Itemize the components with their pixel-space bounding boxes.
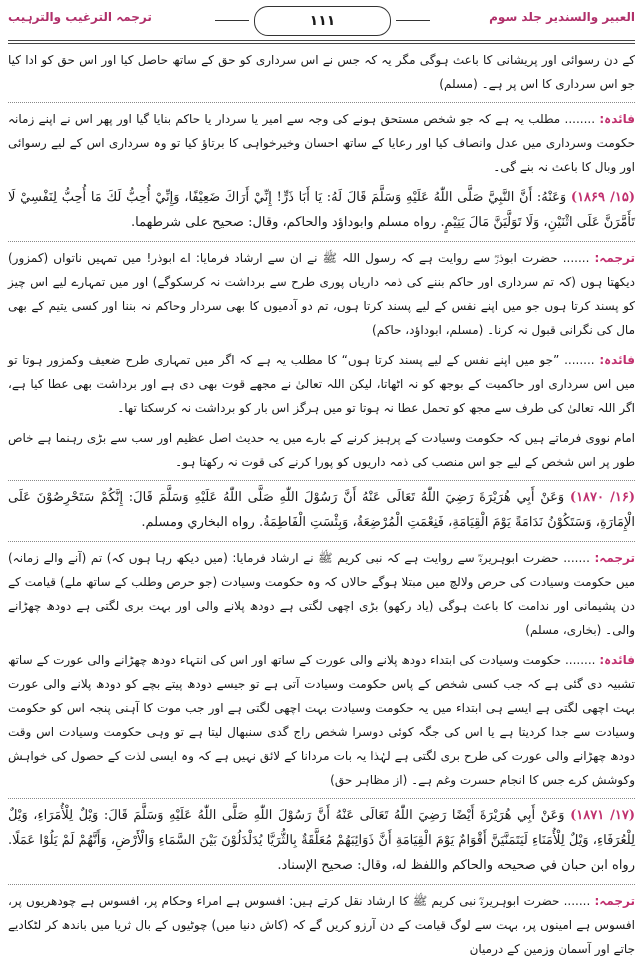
header-rule-double [8, 43, 635, 44]
paragraph-text: ........ ”جو میں اپنے نفس کے لیے پسند کرتا ہوں“ کا مطلب یہ ہے کہ اگر میں تمہاری طرح ضعیف وکمزور ہوتا تو میں اس سرداری اور حاکمیت کے بوجھ کو نہ اٹھاتا، لیکن اللہ تعالیٰ نے مجھے قوت بھی دی ہے اور برداشت بھی عطا کیا ہے، اگر اللہ تعالیٰ کی طرف سے مجھ کو تحمل عطا نہ ہوتا تو میں ہرگز اس بار کو برداشت نہ کرسکتا تھا۔ [8, 353, 635, 415]
commentary-paragraph [8, 648, 635, 792]
paragraph-text: کے دن رسوائی اور پریشانی کا باعث ہوگی مگر یہ کہ جس نے اس سرداری کو حق کے ساتھ حاصل کیا اور اس حق کو ادا کیا جو اس سرداری کا اس پر ہے۔ (مسلم) [8, 53, 635, 91]
paragraph-text: وَعَنْهُ: أَنَّ النَّبِيَّ صَلَّى اللّٰهُ عَلَيْهِ وَسَلَّمَ قَالَ لَهُ: يَا أَبَا ذَرٍّ! إِنِّيْ أَرَاكَ ضَعِيْفًا، وَإِنِّيْ أُحِبُّ لَكَ مَا أُحِبُّ لِنَفْسِيْ لَا تَأَمَّرَنَّ عَلَى اثْنَيْنِ، وَلَا تَوَلَّيَنَّ مَالَ يَتِيْمٍ. رواه مسلم وابوداؤد والحاكم، وقال: صحيح على شرطهما. [8, 190, 635, 230]
paragraph-text: ....... حضرت ابوذرؓ سے روایت ہے کہ رسول اللہ ﷺ نے ان سے ارشاد فرمایا: اے ابوذر! میں تمہیں ناتواں (کمزور) دیکھتا ہوں (کہ تم سرداری اور حاکم بننے کی ذمہ داریاں پوری طرح سے برداشت نہ کرسکوگے) اور میں تمہارے لیے اس چیز کو پسند کرتا ہوں جو میں اپنے نفس کے لیے پسند کرتا ہوں، تم دو آدمیوں کا بھی سردار وحاکم نہ بننا اور کسی یتیم کے بھی مال کی نگرانی قبول نہ کرنا۔ (مسلم، ابوداؤد، حاکم) [8, 251, 635, 337]
book-title-left: ترجمہ الترغیب والترہیب [8, 10, 152, 24]
paragraph-text: وَعَنْ أَبِي هُرَيْرَةَ أَيْضًا رَضِيَ اللّٰهُ تَعَالَى عَنْهُ أَنَّ رَسُوْلَ اللّٰهِ صَلَّى اللّٰهُ عَلَيْهِ وَسَلَّمَ قَالَ: وَيْلٌ لِلْأُمَرَاءِ، وَيْلٌ لِلْعُرَفَاءِ، وَيْلٌ لِلْأُمَنَاءِ لَيَتَمَنَّيَنَّ أَقْوَامٌ يَوْمَ الْقِيَامَةِ أَنَّ ذَوَائِبَهُمْ مُعَلَّقَةٌ بِالثُّرَيَّا يُدَلْدَلُوْنَ بَيْنَ السَّمَاءِ وَالْأَرْضِ، وَأَنَّهُمْ لَمْ يَلُوْا عَمَلًا. رواه ابن حبان في صحيحه والحاكم واللفظ له، وقال: صحيح الإسناد. [8, 808, 635, 873]
commentary-paragraph [8, 889, 635, 961]
book-title-right: العبیر والسندیر جلد سوم [489, 10, 635, 24]
paragraph-text: ........ مطلب یہ ہے کہ جو شخص مستحق ہونے کی وجہ سے امیر یا سردار یا حاکم بنایا گیا اور پھر اس نے اپنے زمانہ حکومت وسرداری میں عدل وانصاف کیا اور رعایا کے ساتھ احسان وخیرخواہی کا برتاؤ کیا تو وہ سرداری اس کے لیے رسوائی اور وبال کا باعث نہ بنے گی۔ [8, 112, 635, 174]
section-divider [8, 541, 635, 542]
hadith-arabic [8, 803, 635, 878]
section-divider [8, 102, 635, 103]
commentary-paragraph [8, 246, 635, 342]
hadith-arabic [8, 185, 635, 235]
paragraph-text: ....... حضرت ابوہریرہؓ سے روایت ہے کہ نبی کریم ﷺ نے ارشاد فرمایا: (میں دیکھ رہا ہوں کہ) تم (آنے والے زمانہ) میں حکومت وسیادت کی حرص ولالچ میں مبتلا ہوگے حالاں کہ وہ حکومت وسیادت (جو حرص وطلب کے ساتھ ملے) قیامت کے دن پشیمانی اور ندامت کا باعث ہوگی (یاد رکھو) بڑی اچھی لگتی ہے دودھ پلانے والی اور بہت بری لگتی ہے دودھ چھڑانے والی۔ (بخاری، مسلم) [8, 551, 635, 637]
section-divider [8, 241, 635, 242]
section-divider [8, 480, 635, 481]
commentary-paragraph [8, 348, 635, 420]
section-label: فائدہ: [599, 653, 635, 667]
commentary-paragraph [8, 107, 635, 179]
section-label: فائدہ: [599, 353, 635, 367]
hadith-arabic [8, 485, 635, 535]
paragraph-text: ........ حکومت وسیادت کی ابتداء دودھ پلانے والی عورت کے ساتھ اور اس کی انتہاء دودھ چھڑانے والی عورت کے ساتھ تشبیہ دی گئی ہے کہ جب کسی شخص کے پاس حکومت وسیادت آتی ہے تو جیسے دودھ پیتے بچے کو دودھ پلانے والی عورت بہت اچھی لگتی ہے ایسے ہی ابتداء میں یہ حکومت وسیادت بہت اچھی لگتی ہے اور جب موت کا آہنی پنجہ اس کو حکومت وسیادت سے جدا کردیتا ہے یا اس کی جگہ کوئی دوسرا شخص راج گدی سنبھال لیتا ہے تو وہی حکومت وسیادت اس وقت دودھ چھڑانے والی عورت کی طرح بری لگتی ہے لہٰذا یہ بات مردانا کے لائق نہیں ہے کہ وہ ایسی لذت کے حصول کی خواہش وکوشش کرے جس کا انجام حسرت وغم ہے۔ (از مظاہر حق) [8, 653, 635, 787]
paragraph-text: ....... حضرت ابوہریرہؓ نبی کریم ﷺ کا ارشاد نقل کرتے ہیں: افسوس ہے امراء وحکام پر، افسوس ہے چودھریوں پر، افسوس ہے امینوں پر، بہت سے لوگ قیامت کے دن آرزو کریں گے کہ (کاش دنیا میں) چوٹیوں کے بال ثریا میں باندھ کر لٹکادیے جاتے اور آسمان وزمین کے درمیان [8, 894, 635, 956]
page-number: ۱۱۱ [309, 13, 336, 29]
page-number-frame [254, 6, 391, 36]
body-paragraph [8, 48, 635, 96]
section-label: ترجمہ: [594, 894, 635, 908]
paragraph-text: وَعَنْ أَبِي هُرَيْرَةَ رَضِيَ اللّٰهُ تَعَالَى عَنْهُ أَنَّ رَسُوْلَ اللّٰهِ صَلَّى اللّٰهُ عَلَيْهِ وَسَلَّمَ قَالَ: إِنَّكُمْ سَتَحْرِصُوْنَ عَلَى الْإِمَارَةِ، وَسَتَكُوْنُ نَدَامَةً يَوْمَ الْقِيَامَةِ، فَنِعْمَتِ الْمُرْضِعَةُ، وَبِئْسَتِ الْفَاطِمَةُ. رواه البخاري ومسلم. [8, 490, 635, 530]
hadith-number: (۱۶/ ۱۸۷۰) [569, 490, 635, 505]
section-label: ترجمہ: [594, 551, 635, 565]
page-body [8, 48, 635, 956]
section-label: فائدہ: [599, 112, 635, 126]
section-divider [8, 884, 635, 885]
paragraph-text: امام نووی فرماتے ہیں کہ حکومت وسیادت کے پرہیز کرنے کے بارے میں یہ حدیث اصل عظیم اور سب سے بڑی رہنما ہے خاص طور پر اس شخص کے لیے جو اس منصب کی ذمہ داریوں کو پورا کرنے کی قوت نہ رکھتا ہو۔ [8, 431, 635, 469]
hadith-number: (۱۷/ ۱۸۷۱) [570, 808, 635, 823]
section-label: ترجمہ: [594, 251, 635, 265]
body-paragraph [8, 426, 635, 474]
hadith-number: (۱۵/ ۱۸۶۹) [570, 190, 635, 205]
header-rule [8, 40, 635, 41]
section-divider [8, 798, 635, 799]
commentary-paragraph [8, 546, 635, 642]
